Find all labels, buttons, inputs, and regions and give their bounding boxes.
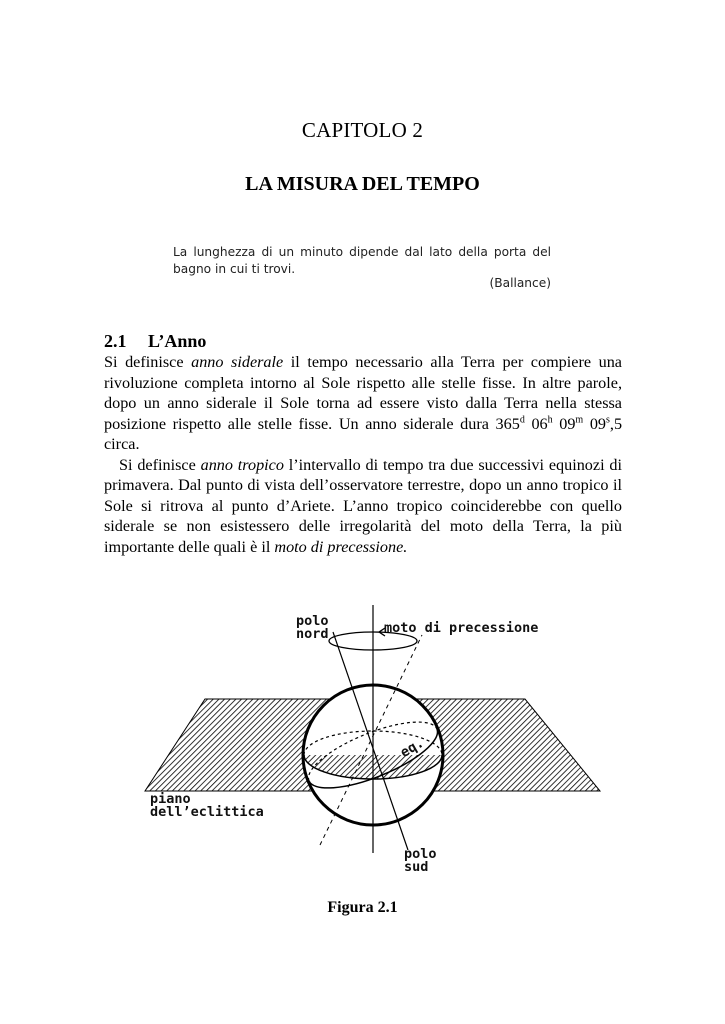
figure-caption: Figura 2.1	[327, 899, 398, 916]
section-title: L’Anno	[148, 331, 207, 351]
unit-m: m	[575, 414, 584, 426]
p1-text-c: circa.	[104, 435, 140, 453]
unit-h: h	[547, 414, 553, 426]
duration-hours: 06	[531, 414, 548, 433]
label-polo-nord-2: nord	[296, 626, 329, 642]
p2-term: anno tropico	[200, 455, 284, 474]
chapter-title: LA MISURA DEL TEMPO	[245, 173, 480, 195]
p1-term: anno siderale	[191, 353, 284, 371]
unit-d: d	[519, 414, 525, 426]
chapter-heading: CAPITOLO 2	[301, 118, 424, 142]
label-piano-1: piano	[150, 791, 191, 807]
paragraph-1	[104, 352, 622, 455]
duration-minutes: 09	[559, 414, 576, 433]
label-equator: eq.	[397, 734, 427, 761]
p1-text-b: il tempo necessario alla Terra per compiere una rivoluzione completa intorno al Sole rispetto alle stelle fisse. In altre parole, dopo un anno siderale il Sole torna ad essere visto dalla Terra nella stessa posizione rispetto alle stelle fisse. Un anno siderale dura	[104, 353, 622, 433]
label-piano-2: dell’eclittica	[150, 804, 264, 820]
p2-term-2: moto di precessione.	[274, 537, 408, 556]
section-number: 2.1	[104, 331, 127, 351]
duration-days: 365	[495, 414, 520, 433]
section-heading	[104, 331, 206, 352]
duration-seconds: 09	[589, 414, 606, 433]
body-text	[104, 352, 622, 557]
epigraph-text: La lunghezza di un minuto dipende dal lato della porta del bagno in cui ti trovi.	[173, 245, 551, 276]
label-moto-precessione: moto di precessione	[384, 620, 539, 636]
p2-text-a: Si definisce	[119, 455, 201, 474]
paragraph-2	[104, 455, 622, 558]
sidereal-duration	[496, 415, 623, 433]
p2-text-b: l’intervallo di tempo tra due successivi equinozi di primavera. Dal punto di vista dell’osservatore terrestre, dopo un anno tropico il Sole si ritrova al punto d’Ariete. L’anno tropico coinciderebbe con quello siderale se non esistessero delle irregolarità del moto della Terra, la più importante delle quali è il	[104, 455, 622, 556]
epigraph-author: (Ballance)	[489, 276, 551, 290]
precession-figure	[0, 595, 725, 895]
precession-diagram	[0, 595, 725, 895]
label-polo-nord-1: polo	[296, 613, 329, 629]
label-polo-sud-2: sud	[404, 859, 429, 875]
unit-s: s	[606, 414, 610, 426]
duration-fraction: ,5	[609, 414, 623, 433]
p1-text-a: Si definisce	[104, 353, 192, 371]
label-polo-sud-1: polo	[404, 846, 437, 862]
